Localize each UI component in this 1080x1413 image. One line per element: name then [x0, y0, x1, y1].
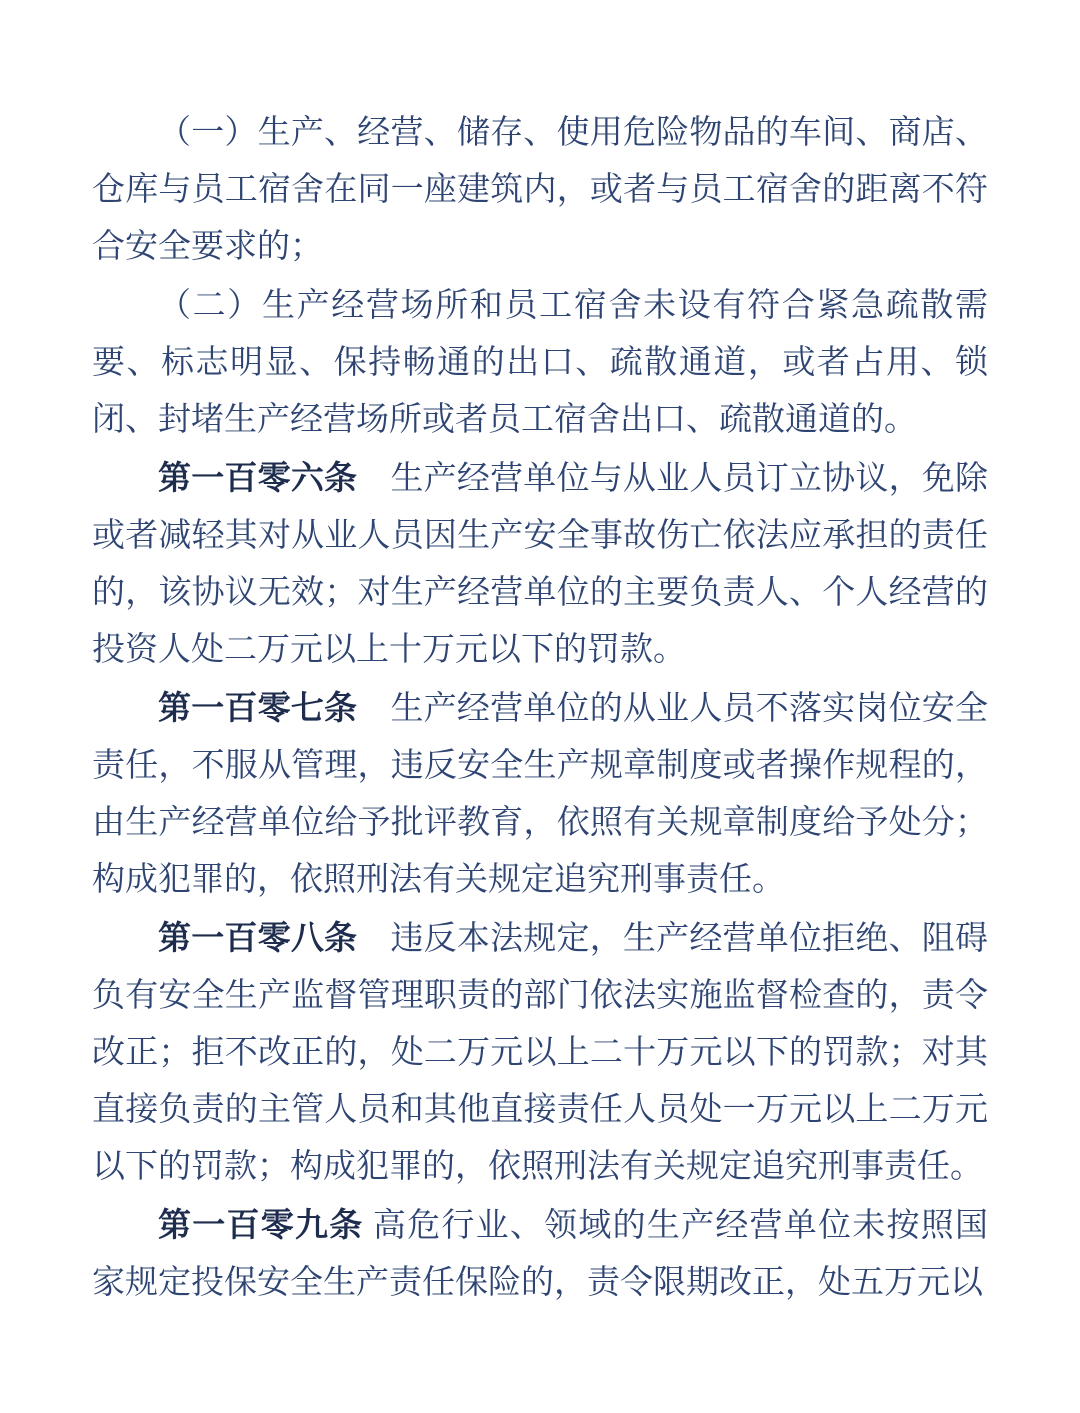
- paragraph-text: 高危行业、领域的生产经营单位未按照国家规定投保安全生产责任保险的，责令限期改正，处五万元以: [92, 1208, 988, 1301]
- article-106-paragraph: [92, 449, 988, 679]
- document-body: [92, 103, 988, 1312]
- paragraph-text: （一）生产、经营、储存、使用危险物品的车间、商店、仓库与员工宿舍在同一座建筑内，或者与员工宿舍的距离不符合安全要求的；: [92, 115, 988, 265]
- article-number: 第一百零六条: [158, 459, 358, 496]
- clause-item-1: [92, 103, 988, 276]
- article-108-paragraph: [92, 909, 988, 1196]
- clause-item-2: [92, 276, 988, 449]
- article-109-paragraph: [92, 1196, 988, 1312]
- article-number: 第一百零八条: [158, 919, 358, 956]
- paragraph-text: 生产经营单位与从业人员订立协议，免除或者减轻其对从业人员因生产安全事故伤亡依法应承担的责任的，该协议无效；对生产经营单位的主要负责人、个人经营的投资人处二万元以上十万元以下的罚款。: [92, 461, 988, 668]
- paragraph-text: 生产经营单位的从业人员不落实岗位安全责任，不服从管理，违反安全生产规章制度或者操作规程的，由生产经营单位给予批评教育，依照有关规章制度给予处分；构成犯罪的，依照刑法有关规定追究刑事责任。: [92, 691, 988, 898]
- article-107-paragraph: [92, 679, 988, 909]
- article-number: 第一百零七条: [158, 689, 358, 726]
- paragraph-text: 违反本法规定，生产经营单位拒绝、阻碍负有安全生产监督管理职责的部门依法实施监督检查的，责令改正；拒不改正的，处二万元以上二十万元以下的罚款；对其直接负责的主管人员和其他直接责任人员处一万元以上二万元以下的罚款；构成犯罪的，依照刑法有关规定追究刑事责任。: [92, 921, 988, 1185]
- paragraph-text: （二）生产经营场所和员工宿舍未设有符合紧急疏散需要、标志明显、保持畅通的出口、疏散通道，或者占用、锁闭、封堵生产经营场所或者员工宿舍出口、疏散通道的。: [92, 288, 988, 438]
- article-number: 第一百零九条: [158, 1206, 364, 1243]
